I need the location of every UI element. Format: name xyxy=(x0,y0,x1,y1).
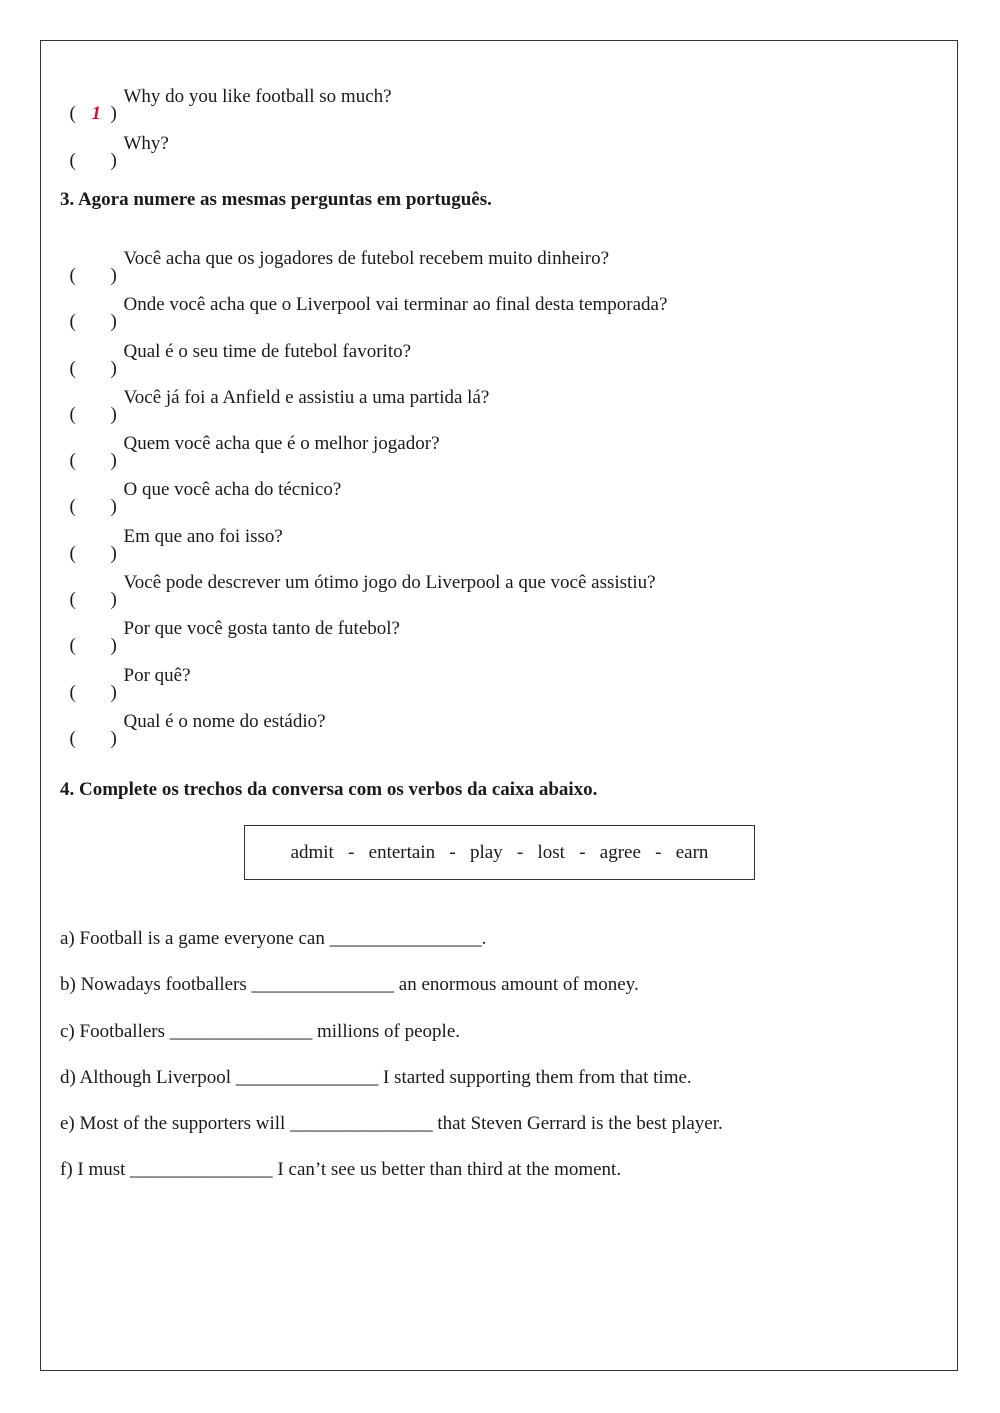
question-text: Qual é o nome do estádio? xyxy=(123,711,326,732)
paren-close: ) xyxy=(110,311,117,332)
paren-close: ) xyxy=(110,358,117,379)
fill-in-sentence-a[interactable]: a) Football is a game everyone can ________________. xyxy=(60,928,487,949)
paren-close: ) xyxy=(110,404,117,425)
verb-word-box xyxy=(244,825,755,880)
portuguese-question xyxy=(60,593,400,656)
portuguese-question xyxy=(60,408,440,471)
question-text: Why? xyxy=(123,133,169,154)
question-text: Você pode descrever um ótimo jogo do Liverpool a que você assistiu? xyxy=(123,572,656,593)
paren-open: ( xyxy=(69,265,76,286)
paren-close: ) xyxy=(110,543,117,564)
portuguese-question xyxy=(60,547,656,610)
paren-close: ) xyxy=(110,728,117,749)
fill-in-sentence-d[interactable]: d) Although Liverpool _______________ I started supporting them from that time. xyxy=(60,1067,692,1088)
question-text: Qual é o seu time de futebol favorito? xyxy=(123,341,412,362)
paren-close: ) xyxy=(110,682,117,703)
paren-close: ) xyxy=(110,589,117,610)
paren-open: ( xyxy=(69,150,76,171)
paren-open: ( xyxy=(69,496,76,517)
portuguese-question xyxy=(60,640,191,703)
section-3-title: 3. Agora numere as mesmas perguntas em português. xyxy=(60,189,492,210)
paren-open: ( xyxy=(69,682,76,703)
paren-open: ( xyxy=(69,635,76,656)
paren-close: ) xyxy=(110,635,117,656)
paren-open: ( xyxy=(69,311,76,332)
fill-in-sentence-b[interactable]: b) Nowadays footballers _______________ an enormous amount of money. xyxy=(60,974,639,995)
paren-open: ( xyxy=(69,358,76,379)
paren-close: ) xyxy=(110,150,117,171)
paren-open: ( xyxy=(69,589,76,610)
question-text: Por quê? xyxy=(123,665,191,686)
portuguese-question xyxy=(60,316,412,379)
question-text: Onde você acha que o Liverpool vai terminar ao final desta temporada? xyxy=(123,294,668,315)
portuguese-question xyxy=(60,223,610,286)
fill-in-sentence-e[interactable]: e) Most of the supporters will _______________ that Steven Gerrard is the best player. xyxy=(60,1113,723,1134)
paren-close: ) xyxy=(110,496,117,517)
question-text: Quem você acha que é o melhor jogador? xyxy=(123,433,440,454)
portuguese-question xyxy=(60,362,490,425)
paren-close: ) xyxy=(110,103,117,124)
english-question-1 xyxy=(60,61,392,124)
paren-open: ( xyxy=(69,728,76,749)
question-text: Você acha que os jogadores de futebol recebem muito dinheiro? xyxy=(123,248,610,269)
portuguese-question xyxy=(60,454,342,517)
question-text: Por que você gosta tanto de futebol? xyxy=(123,618,400,639)
paren-close: ) xyxy=(110,265,117,286)
paren-open: ( xyxy=(69,543,76,564)
section-4-title: 4. Complete os trechos da conversa com os verbos da caixa abaixo. xyxy=(60,779,598,800)
question-text: Why do you like football so much? xyxy=(123,86,392,107)
paren-open: ( xyxy=(69,404,76,425)
english-question-2 xyxy=(60,108,169,171)
question-text: Em que ano foi isso? xyxy=(123,526,283,547)
paren-open: ( xyxy=(69,103,76,124)
portuguese-question xyxy=(60,686,326,749)
question-text: O que você acha do técnico? xyxy=(123,479,342,500)
paren-close: ) xyxy=(110,450,117,471)
portuguese-question xyxy=(60,501,283,564)
fill-in-sentence-f[interactable]: f) I must _______________ I can’t see us better than third at the moment. xyxy=(60,1159,622,1180)
answer-number: 1 xyxy=(91,103,101,124)
paren-open: ( xyxy=(69,450,76,471)
question-text: Você já foi a Anfield e assistiu a uma partida lá? xyxy=(123,387,490,408)
verb-list: admit - entertain - play - lost - agree - earn xyxy=(290,841,709,863)
fill-in-sentence-c[interactable]: c) Footballers _______________ millions of people. xyxy=(60,1021,461,1042)
portuguese-question xyxy=(60,269,668,332)
